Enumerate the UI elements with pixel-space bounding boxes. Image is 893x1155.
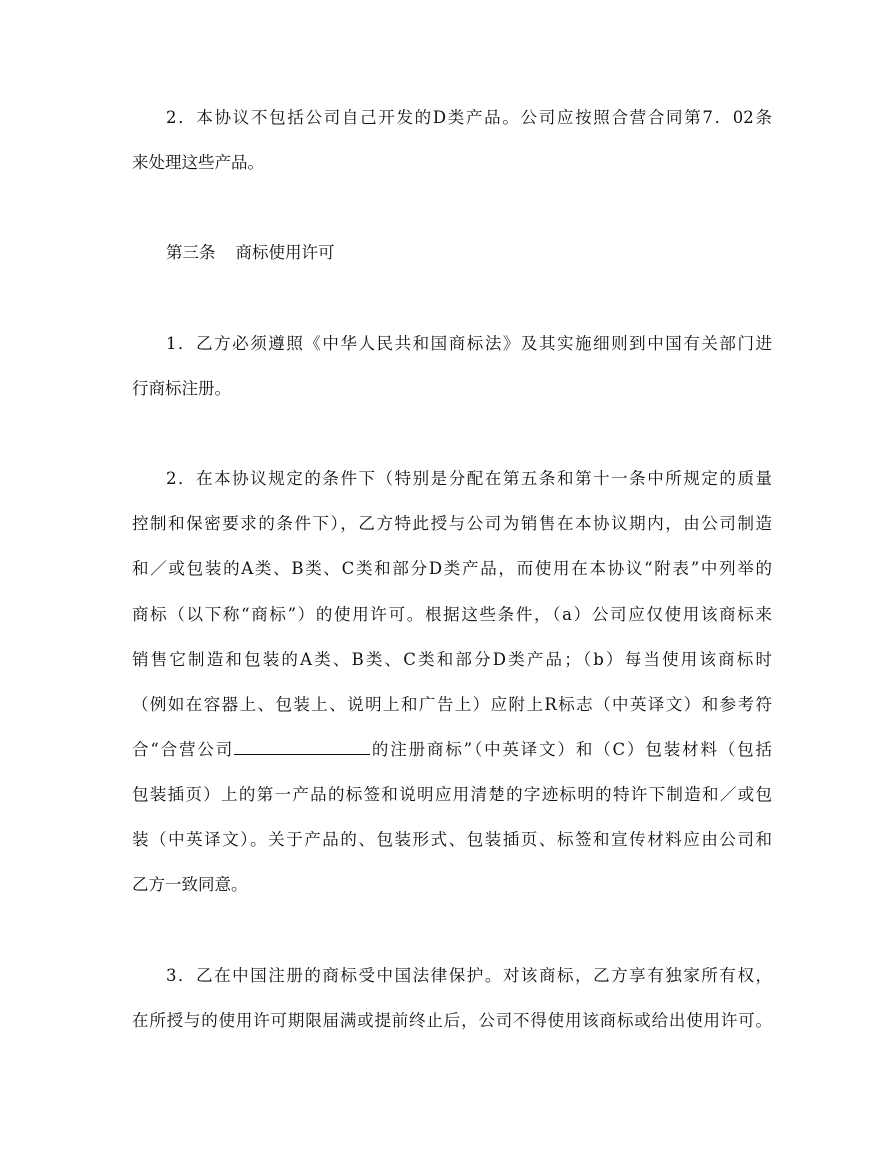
company-name-prefix: 合“合营公司 — [132, 740, 235, 759]
paragraph-1-line-1: 2．本协议不包括公司自己开发的D类产品。公司应按照合营合同第7．02条 — [166, 108, 772, 127]
article-heading — [166, 242, 335, 264]
article-number: 第三条 — [166, 243, 216, 262]
company-name-blank — [234, 739, 370, 755]
paragraph-4-line-2: 在所授与的使用许可期限届满或提前终止后，公司不得使用该商标或给出使用许可。 — [132, 1011, 772, 1030]
paragraph-2-line-2: 行商标注册。 — [132, 379, 231, 398]
paragraph-3-line-1: 2．在本协议规定的条件下（特别是分配在第五条和第十一条中所规定的质量 — [166, 469, 772, 488]
paragraph-3-line-10: 乙方一致同意。 — [132, 875, 248, 894]
paragraph-3-line-8: 包装插页）上的第一产品的标签和说明应用清楚的字迹标明的特许下制造和／或包 — [132, 785, 772, 804]
paragraph-3-line-4: 商标（以下称“商标”）的使用许可。根据这些条件，（a）公司应仅使用该商标来 — [132, 605, 772, 624]
paragraph-3-line-7 — [132, 739, 772, 761]
paragraph-3-line-6: （例如在容器上、包装上、说明上和广告上）应附上R标志（中英译文）和参考符 — [132, 695, 772, 714]
paragraph-2-line-1: 1．乙方必须遵照《中华人民共和国商标法》及其实施细则到中国有关部门进 — [166, 334, 772, 353]
paragraph-3-line-7-rest: 的注册商标”（中英译文）和（C）包装材料（包括 — [370, 740, 773, 759]
paragraph-3-line-2: 控制和保密要求的条件下），乙方特此授与公司为销售在本协议期内，由公司制造 — [132, 514, 772, 533]
paragraph-3-line-5: 销售它制造和包装的A类、B类、C类和部分D类产品；（b）每当使用该商标时 — [132, 650, 772, 669]
paragraph-4-line-1: 3．乙在中国注册的商标受中国法律保护。对该商标，乙方享有独家所有权， — [166, 966, 772, 985]
paragraph-3-line-9: 装（中英译文）。关于产品的、包装形式、包装插页、标签和宣传材料应由公司和 — [132, 830, 772, 849]
paragraph-3-line-3: 和／或包装的A类、B类、C类和部分D类产品，而使用在本协议“附表”中列举的 — [132, 559, 772, 578]
article-title: 商标使用许可 — [235, 243, 335, 262]
paragraph-1-line-2: 来处理这些产品。 — [132, 153, 264, 172]
